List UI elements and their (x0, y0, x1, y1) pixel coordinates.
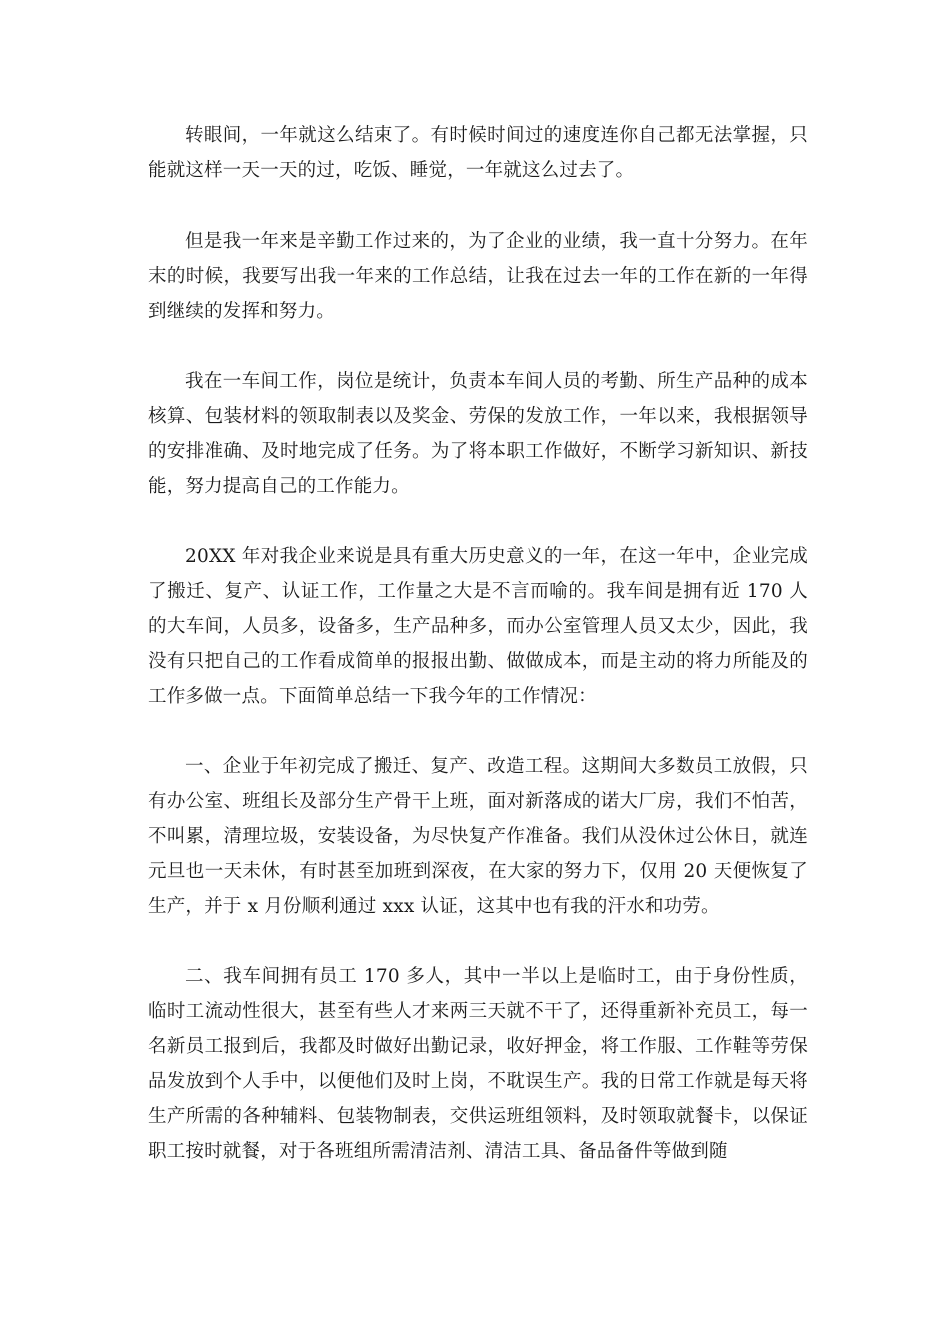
paragraph-intro: 转眼间，一年就这么结束了。有时候时间过的速度连你自己都无法掌握，只能就这样一天一天的过，吃饭、睡觉，一年就这么过去了。 (148, 125, 808, 181)
document-body (148, 118, 808, 1204)
paragraph-company-year: 20XX 年对我企业来说是具有重大历史意义的一年，在这一年中，企业完成了搬迁、复产、认证工作，工作量之大是不言而喻的。我车间是拥有近 170 人的大车间，人员多，设备多，生产品种多，而办公室管理人员又太少，因此，我没有只把自己的工作看成简单的报报出勤、做做成本，而是主动的将力所能及的工作多做一点。下面简单总结一下我今年的工作情况： (148, 546, 808, 707)
paragraph-diligence: 但是我一年来是辛勤工作过来的，为了企业的业绩，我一直十分努力。在年末的时候，我要写出我一年来的工作总结，让我在过去一年的工作在新的一年得到继续的发挥和努力。 (148, 231, 808, 322)
paragraph-point-one: 一、企业于年初完成了搬迁、复产、改造工程。这期间大多数员工放假，只有办公室、班组长及部分生产骨干上班，面对新落成的诺大厂房，我们不怕苦，不叫累，清理垃圾，安装设备，为尽快复产作准备。我们从没休过公休日，就连元旦也一天未休，有时甚至加班到深夜，在大家的努力下，仅用 20 天便恢复了生产，并于 x 月份顺利通过 xxx 认证，这其中也有我的汗水和功劳。 (148, 756, 808, 917)
paragraph-point-two: 二、我车间拥有员工 170 多人，其中一半以上是临时工，由于身份性质，临时工流动性很大，甚至有些人才来两三天就不干了，还得重新补充员工，每一名新员工报到后，我都及时做好出勤记录，收好押金，将工作服、工作鞋等劳保品发放到个人手中，以便他们及时上岗，不耽误生产。我的日常工作就是每天将生产所需的各种辅料、包装物制表，交供运班组领料，及时领取就餐卡，以保证职工按时就餐，对于各班组所需清洁剂、清洁工具、备品备件等做到随 (148, 966, 808, 1162)
paragraph-role: 我在一车间工作，岗位是统计，负责本车间人员的考勤、所生产品种的成本核算、包装材料的领取制表以及奖金、劳保的发放工作，一年以来，我根据领导的安排准确、及时地完成了任务。为了将本职工作做好，不断学习新知识、新技能，努力提高自己的工作能力。 (148, 371, 808, 497)
